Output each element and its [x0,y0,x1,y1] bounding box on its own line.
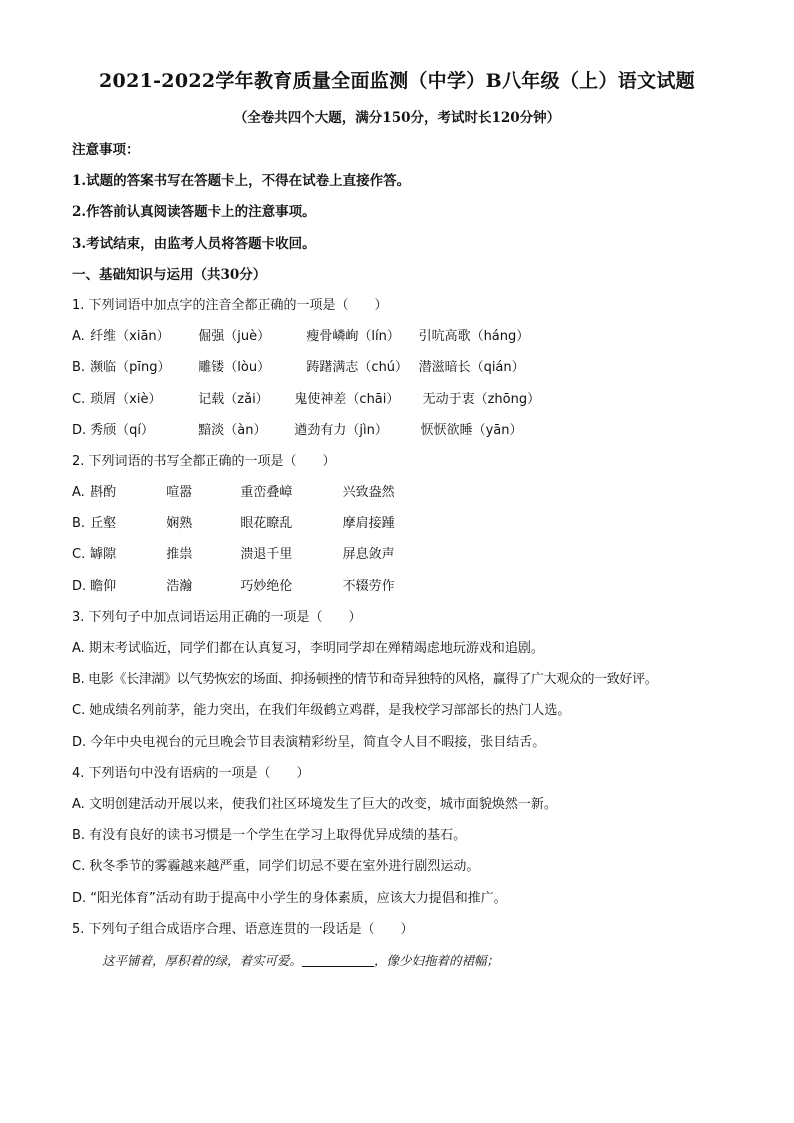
notes-heading: 注意事项： [72,142,140,158]
q1-option-d [72,419,722,450]
option-label: A. [72,329,85,345]
option-word: 浩瀚 [166,578,193,594]
option-word: 重峦叠嶂 [240,485,293,501]
q1-option-a [72,325,722,356]
option-word: 瞻仰 [90,578,117,594]
q5-text-before: 这平铺着，厚积着的绿，着实可爱。 [102,952,303,968]
option-word: 倔强（juè） [198,329,271,345]
option-word: 推祟 [166,547,193,563]
question-4-stem: 4. 下列语句中没有语病的一项是（ ） [72,765,310,781]
option-word: 斟酌 [90,485,117,501]
option-word: 摩肩接踵 [342,516,395,532]
question-2-stem: 2. 下列词语的书写全都正确的一项是（ ） [72,453,336,469]
note-item: 1.试题的答案书写在答题卡上，不得在试卷上直接作答。 [72,173,411,190]
exam-body [72,138,722,980]
option-word: 无动于衷（zhōng） [422,391,541,407]
q1-option-c [72,388,722,419]
option-word: 记载（zǎi） [198,391,269,407]
option-label: C. [72,547,86,563]
option-word: 巧妙绝伦 [240,578,293,594]
option-word: 瘦骨嶙峋（lín） [306,329,400,345]
exam-subtitle: （全卷共四个大题，满分150分，考试时长120分钟） [233,110,561,126]
q2-option-a [72,481,722,512]
option-word: 纤维（xiān） [90,329,170,345]
option-label: C. [72,391,86,407]
fill-in-blank [302,952,374,967]
q2-option-d [72,575,722,606]
q4-option-a: A. 文明创建活动开展以来，使我们社区环境发生了巨大的改变，城市面貌焕然一新。 [72,796,557,812]
q3-option-c: C. 她成绩名列前茅，能力突出，在我们年级鹤立鸡群，是我校学习部部长的热门人选。 [72,703,571,719]
q3-option-d: D. 今年中央电视台的元旦晚会节目表演精彩纷呈，简直令人目不暇接，张目结舌。 [72,734,546,750]
q3-option-b: B. 电影《长津湖》以气势恢宏的场面、抑扬顿挫的情节和奇异独特的风格，赢得了广大观众的一致好评。 [72,672,658,688]
note-item: 2.作答前认真阅读答题卡上的注意事项。 [72,204,316,221]
option-word: 黯淡（àn） [198,422,267,438]
q2-option-b [72,512,722,543]
option-word: 溃退千里 [240,547,293,563]
option-word: 引吭高歌（háng） [418,329,530,345]
option-word: 遒劲有力（jìn） [294,422,388,438]
option-word: 秀颀（qí） [90,422,155,438]
option-label: B. [72,360,86,376]
question-3-stem: 3. 下列句子中加点词语运用正确的一项是（ ） [72,609,362,625]
q4-option-d: D. “阳光体育”活动有助于提高中小学生的身体素质，应该大力提倡和推广。 [72,890,507,906]
exam-title: 2021-2022学年教育质量全面监测（中学）B八年级（上）语文试题 [99,70,695,92]
option-word: 踌躇满志（chú） [306,360,409,376]
option-word: 鬼使神差（chāi） [294,391,400,407]
option-word: 眼花瞭乱 [240,516,293,532]
q4-option-c: C. 秋冬季节的雾霾越来越严重，同学们切忌不要在室外进行剧烈运动。 [72,859,480,875]
option-word: 丘壑 [90,516,117,532]
option-word: 兴致盎然 [342,485,395,501]
note-item: 3.考试结束，由监考人员将答题卡收回。 [72,235,316,252]
option-word: 罅隙 [90,547,117,563]
option-word: 娴熟 [166,516,193,532]
q3-option-a: A. 期末考试临近，同学们都在认真复习，李明同学却在殚精竭虑地玩游戏和追剧。 [72,641,544,656]
option-word: 屏息敛声 [342,547,395,563]
q2-option-c [72,543,722,574]
option-word: 濒临（pīng） [90,360,171,376]
question-1-stem: 1. 下列词语中加点字的注音全都正确的一项是（ ） [72,297,388,313]
q5-passage-line [72,949,722,980]
option-label: D. [72,422,87,438]
option-word: 琐屑（xiè） [90,391,162,407]
q1-option-b [72,356,722,387]
q4-option-b: B. 有没有良好的读书习惯是一个学生在学习上取得优异成绩的基石。 [72,828,467,844]
option-word: 雕镂（lòu） [198,360,271,376]
option-word: 不辍劳作 [342,578,395,594]
option-word: 恹恹欲睡（yān） [420,422,523,438]
option-label: B. [72,516,86,532]
option-word: 喧嚣 [166,485,193,501]
section-heading: 一、基础知识与运用（共30分） [72,266,267,283]
option-label: A. [72,485,85,501]
option-word: 潜滋暗长（qián） [418,360,525,376]
question-5-stem: 5. 下列句子组合成语序合理、语意连贯的一段话是（ ） [72,921,414,937]
option-label: D. [72,578,87,594]
q5-text-after: ，像少妇拖着的裙幅； [374,952,500,968]
